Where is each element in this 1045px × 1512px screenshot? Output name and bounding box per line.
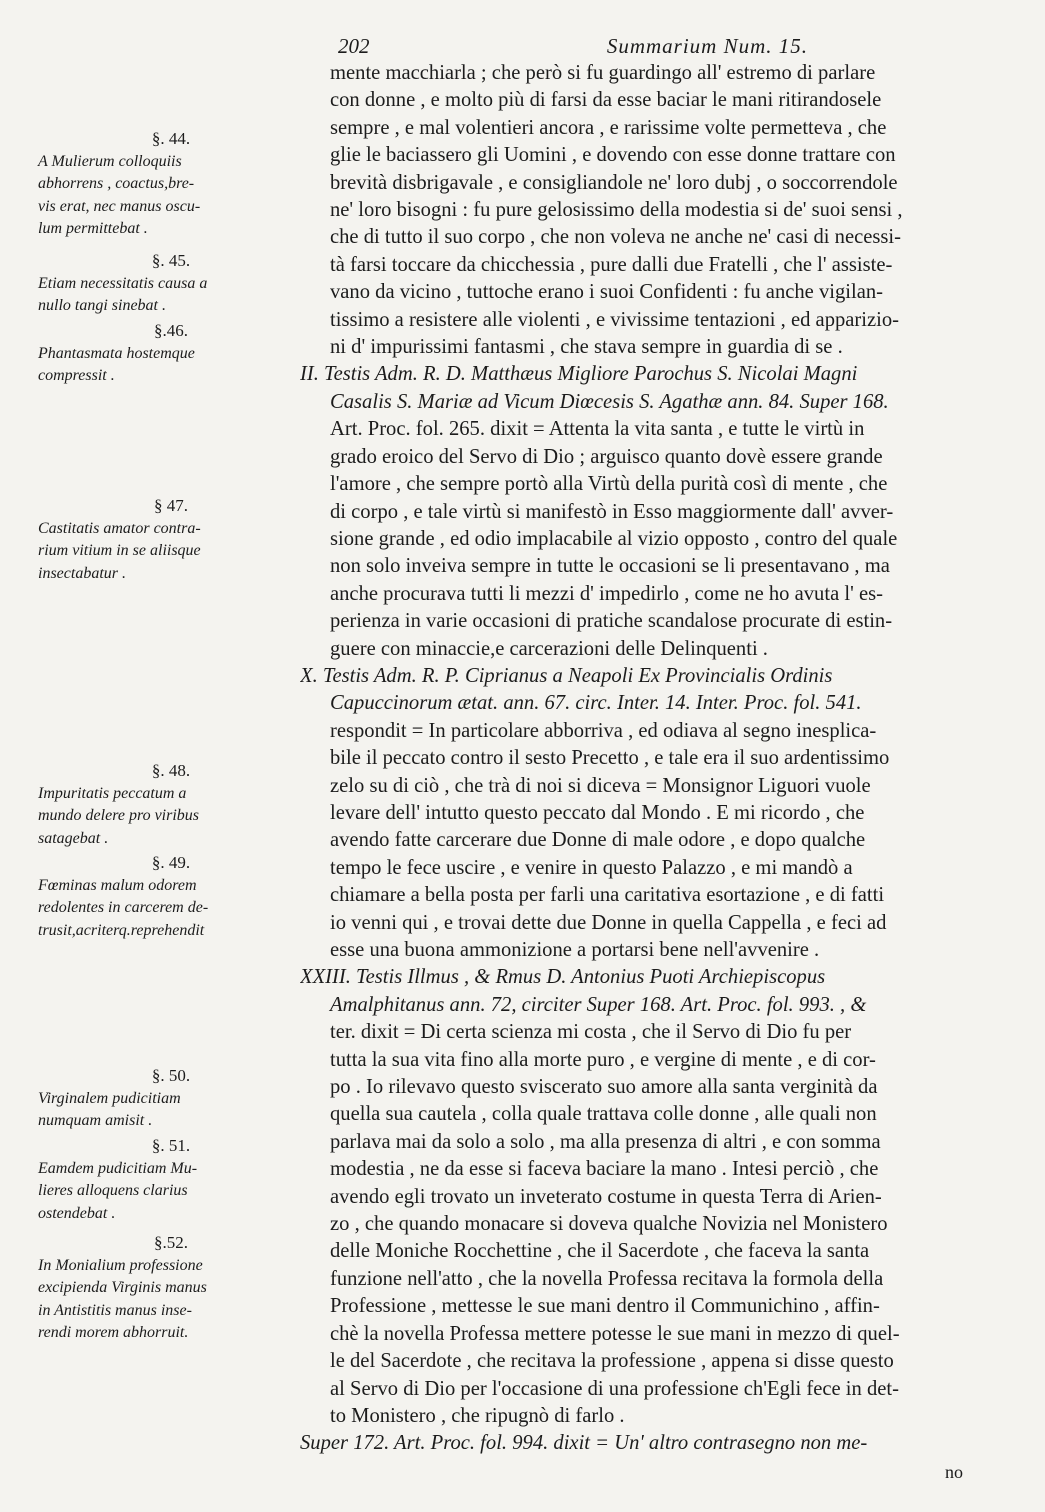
margin-note-line: numquam amisit . [38,1112,153,1129]
margin-note-line: lieres alloquens clarius [38,1182,188,1199]
text-line: non solo inveiva sempre in tutte le occasioni se li presentavano , ma [330,555,890,578]
margin-note-line: Eamdem pudicitiam Mu- [38,1159,198,1177]
margin-note-line: insectabatur . [38,564,126,582]
margin-note-47 [38,495,294,585]
margin-note-line: vis erat, nec manus oscu- [38,197,201,215]
section-number: §. 45. [151,251,191,270]
margin-note-45 [38,250,294,318]
text-line: esse una buona ammonizione a portarsi bene nell'avvenire . [330,939,820,961]
margin-note-line: rium vitium in se aliisque [38,542,201,559]
text-line: quella sua cautela , colla quale trattava colle donne , alle quali non [330,1103,877,1126]
text-line: mente macchiarla ; che però si fu guardingo all' estremo di parlare [330,62,876,84]
text-line: brevità disbrigavale , e consigliandole ne' loro dubj , o soccorrendole [330,171,898,194]
witness-super-172 [300,1430,1018,1457]
text-line: parlava mai da solo a solo , ma alla presenza di altri , e con somma [330,1130,881,1153]
margin-note-line: abhorrens , coactus,bre- [38,175,195,192]
margin-note-line: mundo delere pro viribus [38,807,200,824]
margin-note-line: redolentes in carcerem de- [38,899,209,916]
page-number: 202 [338,34,370,58]
text-line: con donne , e molto più di farsi da esse baciar le mani ritirandosele [330,89,882,112]
margin-note-line: rendi morem abhorruit. [38,1324,189,1341]
main-text [300,60,1018,1458]
section-number: §.46. [154,321,188,340]
margin-note-49 [38,852,294,942]
witness-heading: XXIII. Testis Illmus , & Rmus D. Antonius Puoti Archiepiscopus [300,966,826,989]
text-line: sempre , e mal volentieri ancora , e rarissime volte permetteva , che [330,116,887,139]
section-number: § 47. [154,496,188,515]
margin-note-line: lum permittebat . [38,220,148,237]
margin-note-line: Castitatis amator contra- [38,519,201,537]
margin-note-line: satagebat . [38,829,109,847]
margin-note-line: ostendebat . [38,1204,116,1222]
witness-heading: II. Testis Adm. R. D. Matthæus Migliore Parochus S. Nicolai Magni [300,363,858,386]
text-line: che di tutto il suo corpo , che non voleva ne anche ne' casi di necessi- [330,226,901,249]
margin-note-48 [38,760,294,850]
text-line: bile il peccato contro il sesto Precetto , e tale era il suo ardentissimo [330,747,890,770]
section-number: §. 44. [151,129,191,148]
text-line: tutta la sua vita fino alla morte puro , e vergine di mente , e di cor- [330,1048,876,1071]
text-line: zo , che quando monacare si doveva qualche Novizia nel Monistero [330,1213,888,1236]
text-line: Art. Proc. fol. 265. dixit = Attenta la vita santa , e tutte le virtù in [330,418,865,441]
margin-note-line: compressit . [38,367,115,384]
margin-note-line: excipienda Virginis manus [38,1279,207,1296]
text-line: delle Moniche Rocchettine , che il Sacerdote , che faceva la santa [330,1240,870,1263]
text-line: chè la novella Professa mettere potesse le sue mani in mezzo di quel- [330,1322,900,1345]
text-line: anche procurava tutti li mezzi d' impedirlo , come ne ho avuta l' es- [330,582,883,605]
margin-note-line: Impuritatis peccatum a [38,784,187,802]
text-line: funzione nell'atto , che la novella Professa recitava la formola della [330,1267,884,1290]
margin-note-line: Virginalem pudicitiam [38,1089,181,1107]
section-number: §.52. [154,1233,188,1252]
text-line: al Servo di Dio per l'occasione di una professione ch'Egli fece in det- [330,1377,899,1400]
text-line: io venni qui , e trovai dette due Donne in quella Cappella , e feci ad [330,911,887,934]
text-line: modestia , ne da esse si faceva baciare la mano . Intesi perciò , che [330,1158,879,1181]
margin-note-line: In Monialium professione [38,1256,203,1274]
text-line: perienza in varie occasioni di pratiche scandalose procurate di estin- [330,610,893,633]
margin-note-44 [38,128,294,241]
witness-II [300,361,1018,662]
text-line: Super 172. Art. Proc. fol. 994. dixit = Un' altro contrasegno non me- [300,1432,868,1455]
text-line: avendo fatte carcerare due Donne di male odore , e dopo qualche [330,829,866,852]
text-line: l'amore , che sempre portò alla Virtù della purità così di mente , che [330,473,888,496]
margin-note-line: A Mulierum colloquiis [38,152,182,170]
section-number: §. 50. [151,1066,191,1085]
text-line: tà farsi toccare da chicchessia , pure dalli due Fratelli , che l' assiste- [330,253,893,276]
margin-note-50 [38,1065,294,1133]
text-line: grado eroico del Servo di Dio ; arguisco quanto dovè essere grande [330,445,883,468]
margin-note-51 [38,1135,294,1225]
text-line: tissimo a resistere alle violenti , e vivissime tentazioni , ed apparizio- [330,308,900,331]
witness-heading: Capuccinorum ætat. ann. 67. circ. Inter. 14. Inter. Proc. fol. 541. [330,692,862,715]
text-line: zelo su di ciò , che trà di noi si diceva = Monsignor Liguori vuole [330,774,871,797]
margin-note-line: trusit,acriterq.reprehendit [38,921,205,939]
text-line: ter. dixit = Di certa scienza mi costa , che il Servo di Dio fu per [330,1021,852,1044]
margin-note-line: Phantasmata hostemque [38,344,195,362]
text-line: sione grande , ed odio implacabile al vizio opposto , contro del quale [330,527,898,550]
text-line: tempo le fece uscire , e venire in questo Palazzo , e mi mandò a [330,856,853,879]
witness-X [300,663,1018,964]
section-number: §. 49. [151,853,191,872]
section-number: §. 48. [151,761,191,780]
running-title: Summarium Num. 15. [606,34,808,58]
margin-note-52 [38,1232,294,1345]
margin-note-line: in Antistitis manus inse- [38,1301,192,1319]
catchword: no [945,1462,963,1482]
text-line: vano da vicino , tuttoche erano i suoi Confidenti : fu anche vigilan- [330,281,884,304]
text-line: avendo egli trovato un inveterato costume in questa Terra di Arien- [330,1185,882,1208]
witness-XXIII [300,964,1018,1430]
margin-note-line: nullo tangi sinebat . [38,297,166,314]
margin-note-line: Fœminas malum odorem [38,876,197,894]
text-line: ne' loro bisogni : fu pure gelosissimo della modestia si de' suoi sensi , [330,199,903,222]
text-line: ni d' impurissimi fantasmi , che stava sempre in guardia di se . [330,336,843,359]
text-line: levare dell' intutto questo peccato dal Mondo . E mi ricordo , che [330,801,865,824]
text-line: di corpo , e tale virtù si manifestò in Esso maggiormente dall' avver- [330,500,894,523]
text-line: le del Sacerdote , che recitava la professione , appena si disse questo [330,1350,894,1373]
text-line: Professione , mettesse le sue mani dentro il Communichino , affin- [330,1295,880,1318]
text-line: glie le baciassero gli Uomini , e dovendo con esse donne trattare con [330,144,896,167]
text-line: chiamare a bella posta per farli una caritativa esortazione , e di fatti [330,884,885,907]
witness-heading: X. Testis Adm. R. P. Ciprianus a Neapoli Ex Provincialis Ordinis [300,664,833,687]
witness-heading: Amalphitanus ann. 72, circiter Super 168. Art. Proc. fol. 993. , & [330,993,867,1016]
margin-note-46 [38,320,294,388]
margin-note-line: Etiam necessitatis causa a [38,274,208,292]
section-number: §. 51. [151,1136,191,1155]
text-line: guere con minaccie,e carcerazioni delle Delinquenti . [330,637,768,660]
witness-heading: Casalis S. Mariæ ad Vicum Diœcesis S. Agathæ ann. 84. Super 168. [330,390,889,413]
text-line: to Monistero , che ripugnò di farlo . [330,1404,625,1427]
text-block-opening [300,60,1018,361]
text-line: respondit = In particolare abborriva , ed odiava al segno inesplica- [330,719,877,742]
text-line: po . Io rilevavo questo svisceratо suo amore alla santa verginità da [330,1076,878,1099]
